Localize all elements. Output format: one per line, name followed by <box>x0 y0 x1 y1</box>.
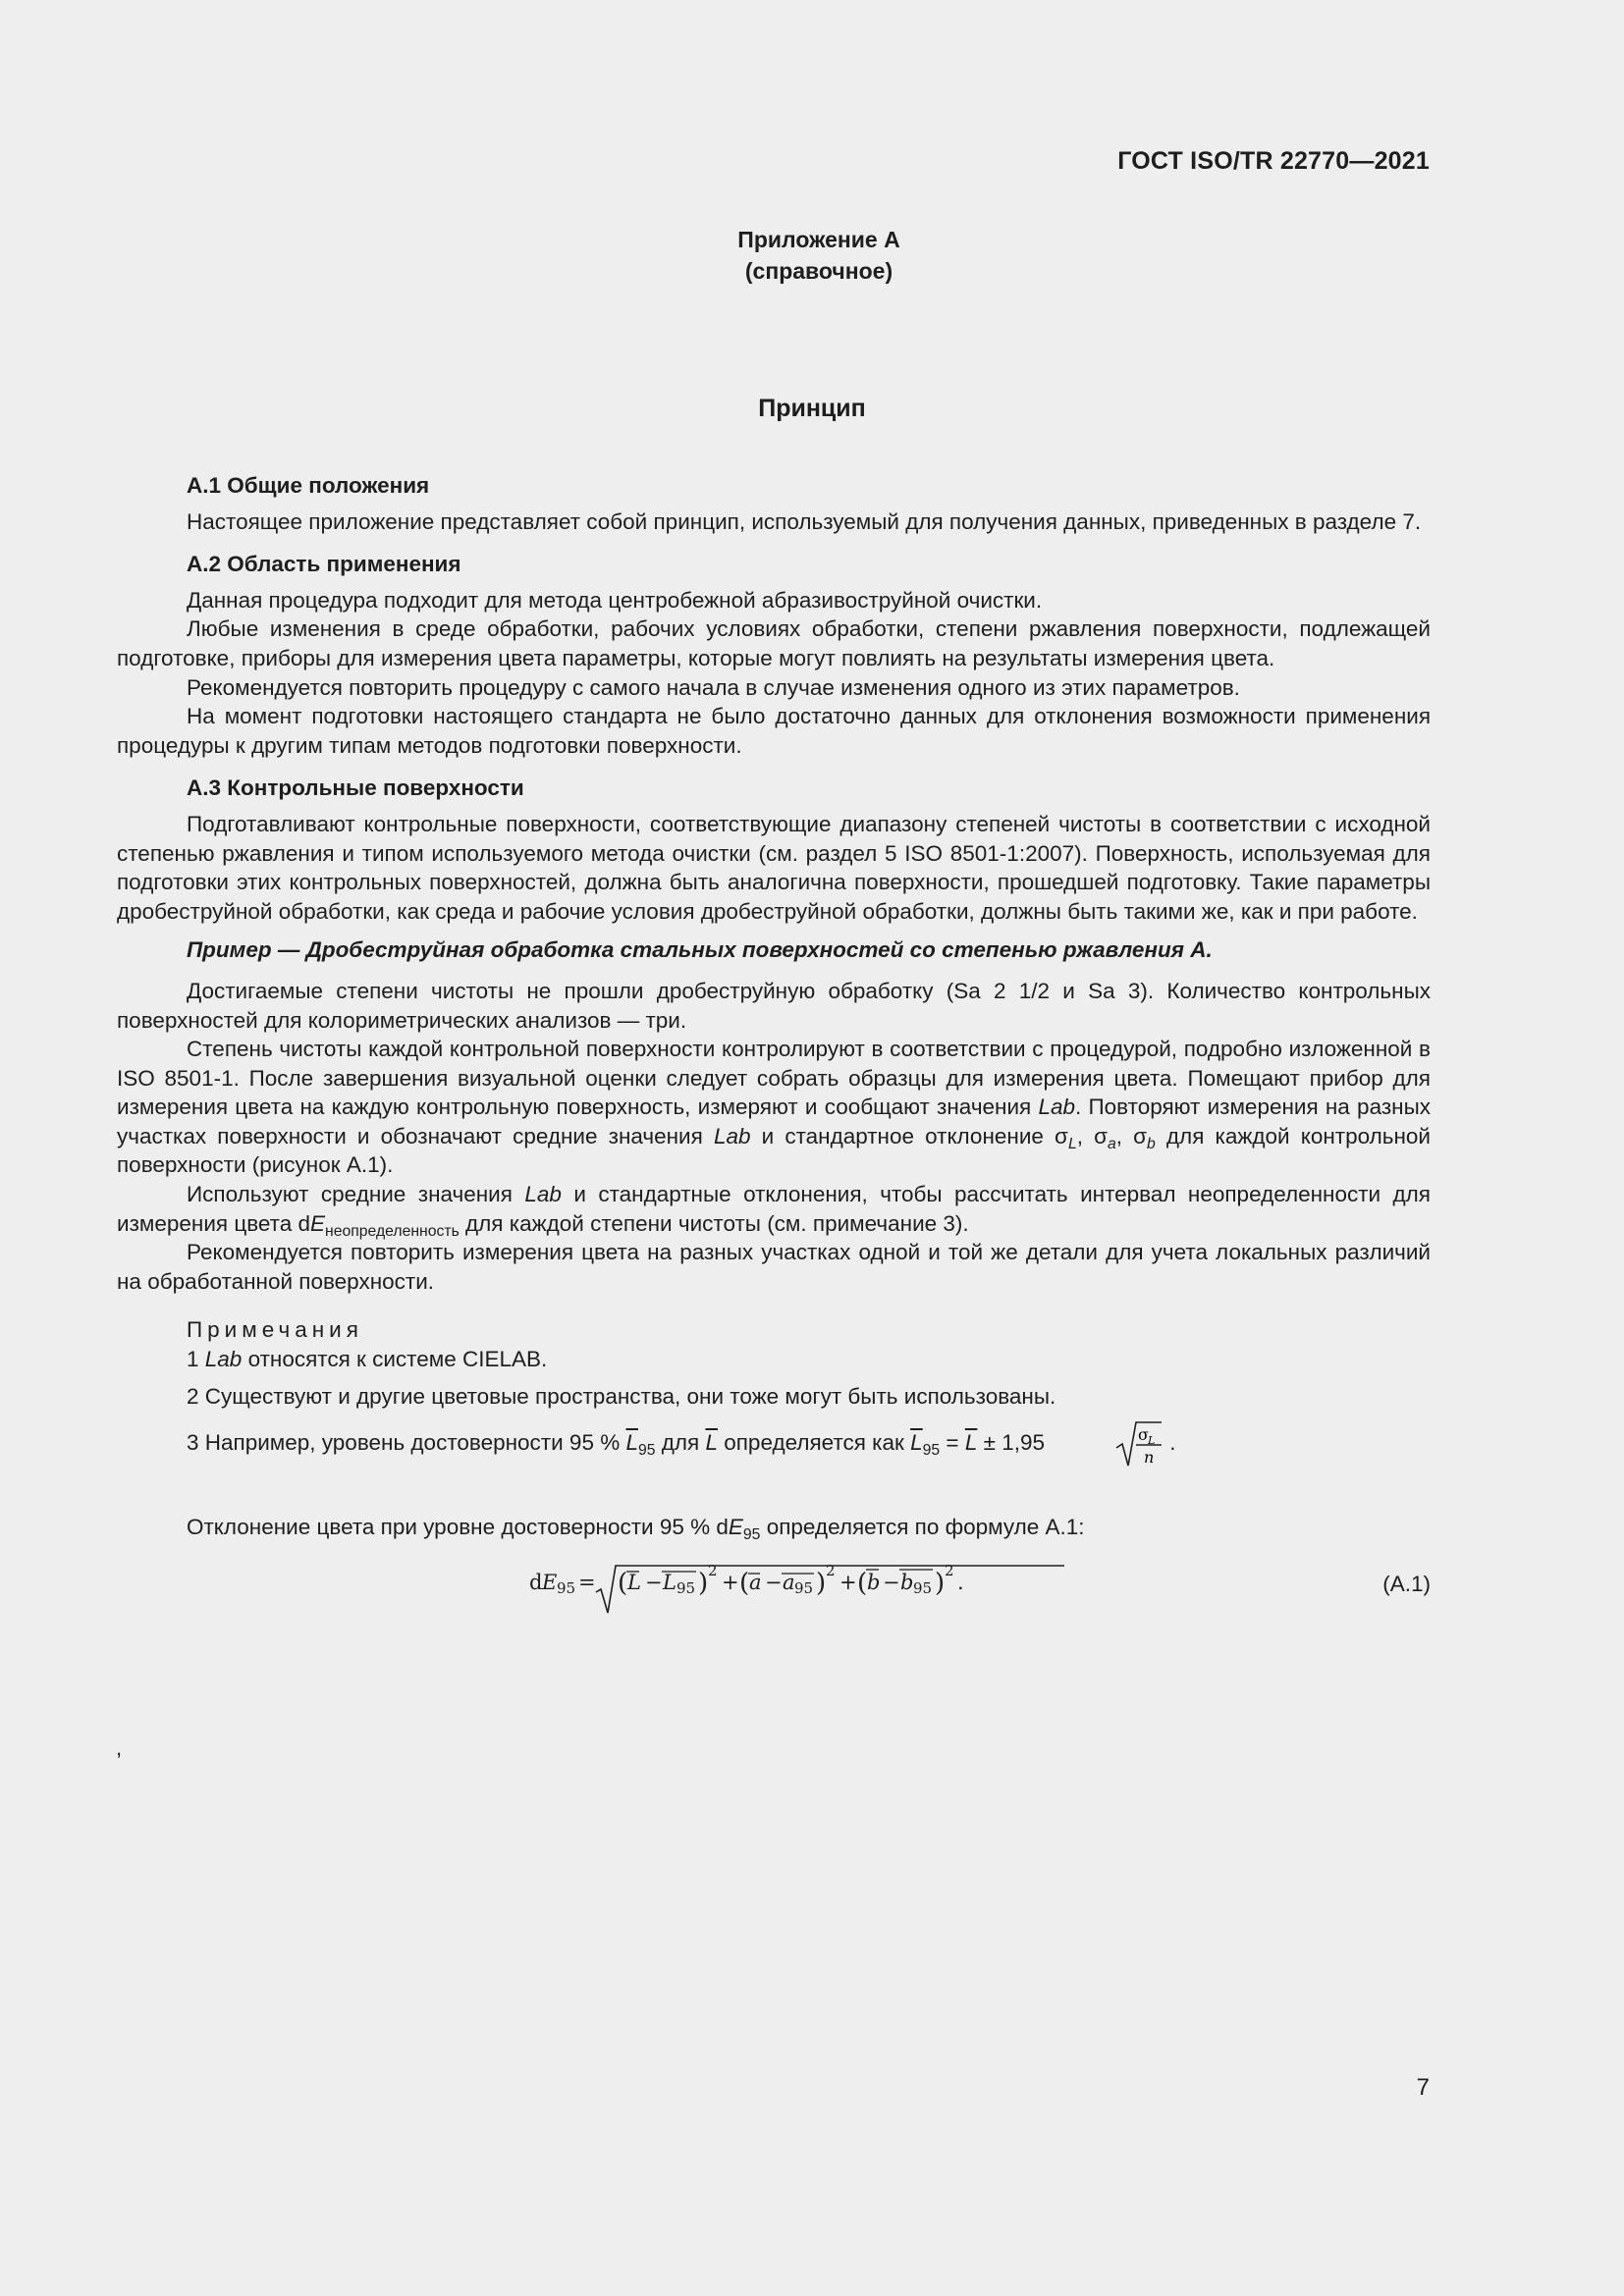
section-heading: А.3 Контрольные поверхности <box>187 775 524 801</box>
formula-number: (А.1) <box>1382 1571 1431 1596</box>
svg-text:L: L <box>1148 1434 1156 1448</box>
svg-text:): ) <box>816 1568 827 1598</box>
svg-text:L: L <box>663 1570 677 1594</box>
svg-text:E: E <box>542 1570 558 1594</box>
svg-text:): ) <box>698 1568 709 1598</box>
formula-expression <box>529 1560 1079 1619</box>
page-title: Принцип <box>758 395 866 422</box>
svg-text:b: b <box>867 1570 881 1594</box>
paragraph: Отклонение цвета при уровне достоверности 95 % $dE_{95}$ определяется по формуле А.1: <box>187 1515 1085 1544</box>
svg-text:a: a <box>749 1570 762 1594</box>
note-1: 1 Lab относятся к системе CIELAB. <box>187 1347 548 1372</box>
paragraph: Подготавливают контрольные поверхности, соответствующие диапазону степеней чистоты в соответствии с исходной степенью ржавления и типом используемого метода очистки (см. раздел 5 ISO 8501-1:2007). Поверхность, используемая для подготовки этих контрольных поверхностей, должна быть аналогична поверхности, прошедшей подготовку. Такие параметры дробеструйной обработки, как среда и рабочие условия дробеструйной обработки, должны быть такими же, как и при работе. <box>117 811 1431 924</box>
svg-text:(: ( <box>857 1568 868 1598</box>
section-heading: А.1 Общие положения <box>187 473 430 498</box>
svg-text:): ) <box>935 1568 946 1598</box>
svg-text:95: 95 <box>794 1578 814 1597</box>
document-code: ГОСТ ISO/TR 22770—2021 <box>1117 147 1430 175</box>
paragraph: Настоящее приложение представляет собой принцип, используемый для получения данных, приведенных в разделе 7. <box>187 508 1422 534</box>
paragraph: Любые изменения в среде обработки, рабочих условиях обработки, степени ржавления поверхности, подлежащей подготовке, приборы для измерения цвета параметры, которые могут повлиять на результаты измерения цвета. <box>117 616 1431 670</box>
notes-heading: Примечания <box>187 1317 363 1343</box>
paragraph: Степень чистоты каждой контрольной поверхности контролируют в соответствии с процедурой, подробно изложенной в ISO 8501-1. После завершения визуальной оценки следует собрать образцы для измерения цвета. Помещают прибор для измерения цвета на каждую контрольную поверхность, измеряют и сообщают значения Lab. Повторяют измерения на разных участках поверхности и обозначают средние значения Lab и стандартное отклонение $\sigma_L$, $\sigma_a$, $\sigma_b$ для каждой контрольной поверхности (рисунок А.1). <box>117 1037 1431 1178</box>
svg-text:=: = <box>578 1570 596 1594</box>
svg-text:95: 95 <box>677 1578 696 1597</box>
document-body <box>117 471 1431 1629</box>
svg-text:d: d <box>529 1570 543 1594</box>
appendix-heading <box>0 224 1624 287</box>
paragraph: Достигаемые степени чистоты не прошли дробеструйную обработку (Sa 2 1/2 и Sa 3). Количество контрольных поверхностей для колориметрических анализов — три. <box>117 978 1431 1033</box>
svg-text:L: L <box>627 1570 641 1594</box>
svg-text:95: 95 <box>913 1578 933 1597</box>
appendix-label: Приложение А <box>737 227 900 252</box>
paragraph: Используют средние значения Lab и стандартные отклонения, чтобы рассчитать интервал неопределенности для измерения цвета $dE_{неопределенность}$ для каждой степени чистоты (см. примечание 3). <box>117 1182 1431 1240</box>
paragraph: На момент подготовки настоящего стандарта не было достаточно данных для отклонения возможности применения процедуры к другим типам методов подготовки поверхности. <box>117 704 1431 758</box>
svg-text:.: . <box>957 1570 964 1594</box>
stray-comma: , <box>116 1735 123 1760</box>
note-3: 3 Например, уровень достоверности 95 % $\overline{L}_{95}$ для $\overline{L}$ определяется как $\overline{L}_{95} = \overline{L} \pm 1,95$ σ L n . <box>117 1418 1431 1469</box>
svg-text:2: 2 <box>945 1561 954 1579</box>
svg-text:+: + <box>839 1570 857 1594</box>
example-heading: Пример — Дробеструйная обработка стальных поверхностей со степенью ржавления А. <box>187 937 1213 963</box>
svg-text:+: + <box>722 1570 739 1594</box>
paragraph: Данная процедура подходит для метода центробежной абразивоструйной очистки. <box>187 587 1043 613</box>
svg-text:(: ( <box>618 1568 628 1598</box>
svg-text:−: − <box>883 1570 900 1594</box>
section-a3 <box>117 774 1431 926</box>
appendix-type: (справочное) <box>744 258 893 284</box>
svg-text:−: − <box>765 1570 783 1594</box>
svg-text:95: 95 <box>557 1578 576 1597</box>
paragraph: Рекомендуется повторить процедуру с самого начала в случае изменения одного из этих параметров. <box>187 674 1240 700</box>
svg-text:n: n <box>1144 1448 1155 1468</box>
section-a1 <box>117 471 1431 536</box>
svg-text:2: 2 <box>826 1561 836 1579</box>
svg-text:−: − <box>645 1570 663 1594</box>
note-2: 2 Существуют и другие цветовые пространства, они тоже могут быть использованы. <box>187 1383 1056 1409</box>
formula-a1 <box>117 1560 1431 1629</box>
svg-text:a: a <box>783 1570 795 1594</box>
svg-text:σ: σ <box>1138 1425 1149 1445</box>
section-heading: А.2 Область применения <box>187 552 461 577</box>
section-a2 <box>117 550 1431 760</box>
page-number: 7 <box>1416 2074 1430 2101</box>
svg-text:2: 2 <box>708 1561 718 1579</box>
paragraph: Рекомендуется повторить измерения цвета на разных участках одной и той же детали для учета локальных различий на обработанной поверхности. <box>117 1240 1431 1294</box>
svg-text:b: b <box>900 1570 914 1594</box>
svg-text:(: ( <box>739 1568 750 1598</box>
sqrt-expression <box>1045 1418 1164 1469</box>
